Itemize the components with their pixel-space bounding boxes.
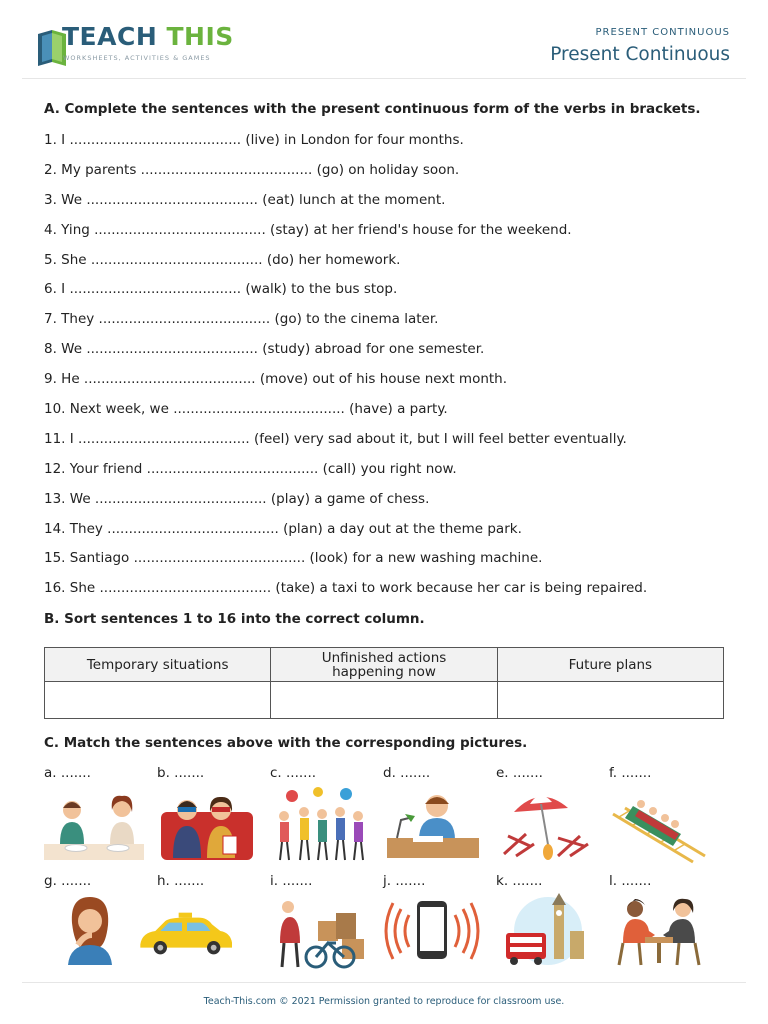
exercise-item: 9. He ........................................ (move) out of his house next month. bbox=[44, 371, 508, 388]
picture-label-d: d. ....... bbox=[383, 765, 431, 781]
playing-chess-icon bbox=[609, 891, 709, 971]
picture-label-a: a. ....... bbox=[44, 765, 91, 781]
exercise-item: 3. We ........................................ (eat) lunch at the moment. bbox=[44, 191, 446, 208]
footer: Teach-This.com © 2021 Permission granted to reproduce for classroom use. bbox=[22, 982, 746, 1007]
page-title: Present Continuous bbox=[550, 44, 730, 65]
party-friends-icon bbox=[270, 784, 370, 864]
exercise-item: 2. My parents ........................................ (go) on holiday soon. bbox=[44, 161, 460, 178]
picture-label-c: c. ....... bbox=[270, 765, 317, 781]
exercise-item: 11. I ........................................ (feel) very sad about it, but I will feel better eventually. bbox=[44, 430, 627, 447]
picture-label-i: i. ....... bbox=[270, 873, 313, 889]
exercise-list bbox=[44, 129, 744, 607]
exercise-item: 4. Ying ........................................ (stay) at her friend's house for the weekend. bbox=[44, 221, 572, 238]
logo-wordmark: TEACH THIS bbox=[62, 22, 234, 51]
logo-tagline: WORKSHEETS, ACTIVITIES & GAMES bbox=[63, 54, 211, 62]
answer-cell-unfinished[interactable] bbox=[271, 682, 497, 719]
exercise-item: 15. Santiago ........................................ (look) for a new washing machine. bbox=[44, 550, 543, 567]
ringing-phone-icon bbox=[383, 891, 483, 971]
couple-eating-icon bbox=[44, 784, 144, 864]
cinema-3d-icon bbox=[157, 784, 257, 864]
exercise-item: 8. We ........................................ (study) abroad for one semester. bbox=[44, 341, 485, 358]
page-header bbox=[22, 18, 746, 79]
exercise-item: 13. We ........................................ (play) a game of chess. bbox=[44, 490, 430, 507]
picture-label-b: b. ....... bbox=[157, 765, 205, 781]
exercise-item: 10. Next week, we ........................................ (have) a party. bbox=[44, 401, 448, 418]
exercise-item: 12. Your friend ........................................ (call) you right now. bbox=[44, 460, 457, 477]
picture-label-l: l. ....... bbox=[609, 873, 652, 889]
picture-label-e: e. ....... bbox=[496, 765, 543, 781]
exercise-item: 16. She ........................................ (take) a taxi to work because her car is being repaired. bbox=[44, 580, 648, 597]
yellow-taxi-icon bbox=[137, 891, 237, 971]
answer-cell-temporary[interactable] bbox=[45, 682, 271, 719]
exercise-item: 1. I ........................................ (live) in London for four months. bbox=[44, 132, 464, 148]
picture-label-k: k. ....... bbox=[496, 873, 543, 889]
section-c-title: C. Match the sentences above with the corresponding pictures. bbox=[44, 735, 528, 751]
section-b-title: B. Sort sentences 1 to 16 into the correct column. bbox=[44, 611, 425, 627]
sort-table bbox=[44, 647, 724, 719]
exercise-item: 7. They ........................................ (go) to the cinema later. bbox=[44, 311, 439, 328]
london-landmarks-icon bbox=[496, 891, 596, 971]
picture-label-h: h. ....... bbox=[157, 873, 205, 889]
header-topic: PRESENT CONTINUOUS bbox=[595, 27, 730, 38]
column-temporary-situations: Temporary situations bbox=[45, 648, 271, 682]
beach-umbrella-icon bbox=[496, 784, 596, 864]
exercise-item: 6. I ........................................ (walk) to the bus stop. bbox=[44, 281, 398, 298]
moving-boxes-icon bbox=[270, 891, 370, 971]
exercise-item: 14. They ........................................ (plan) a day out at the theme park. bbox=[44, 520, 522, 537]
answer-cell-future[interactable] bbox=[497, 682, 723, 719]
column-future-plans: Future plans bbox=[497, 648, 723, 682]
rollercoaster-icon bbox=[609, 784, 709, 864]
picture-label-j: j. ....... bbox=[383, 873, 426, 889]
picture-label-g: g. ....... bbox=[44, 873, 92, 889]
column-unfinished-actions: Unfinished actions happening now bbox=[271, 648, 497, 682]
student-homework-icon bbox=[383, 784, 483, 864]
exercise-item: 5. She ........................................ (do) her homework. bbox=[44, 251, 401, 268]
picture-label-f: f. ....... bbox=[609, 765, 652, 781]
sad-girl-icon bbox=[44, 891, 144, 971]
section-a-title: A. Complete the sentences with the present continuous form of the verbs in brackets. bbox=[44, 101, 701, 117]
